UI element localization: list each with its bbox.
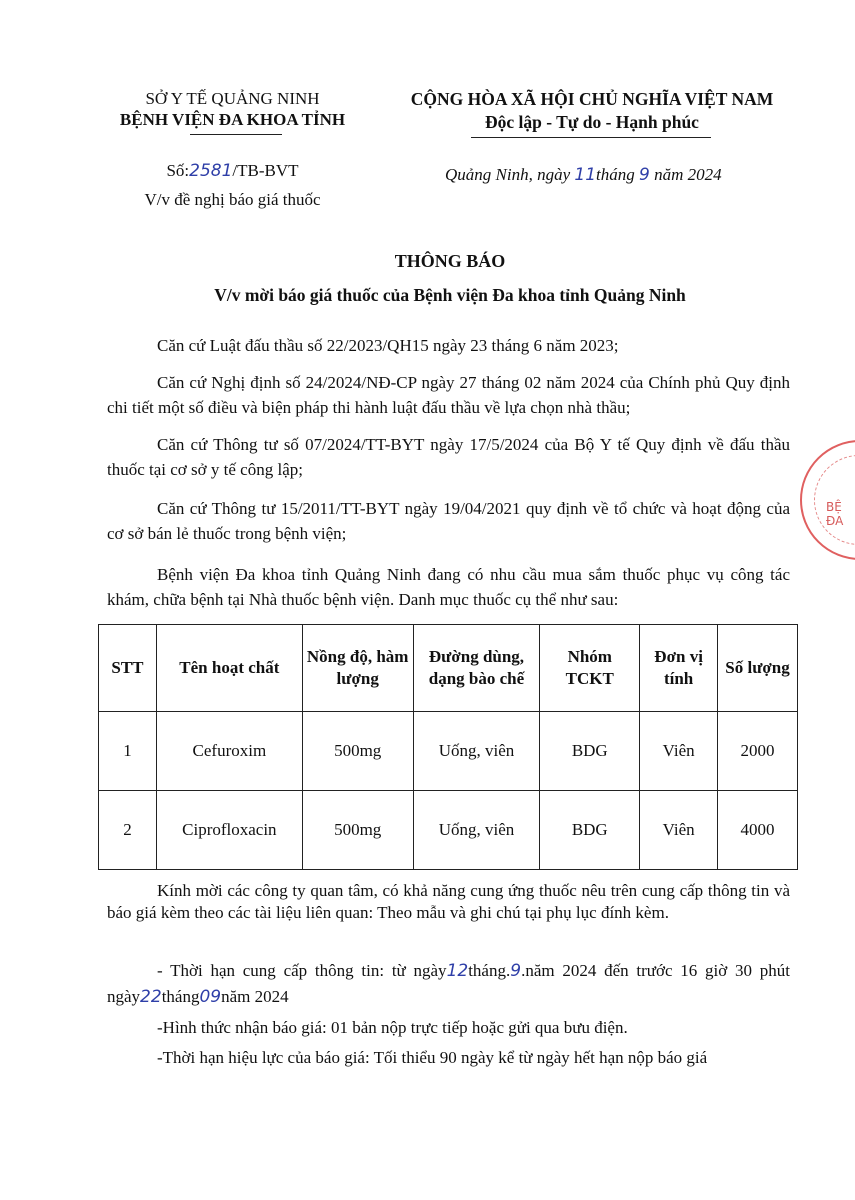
submission-form-paragraph: -Hình thức nhận báo giá: 01 bản nộp trực tiếp hoặc gửi qua bưu điện. — [157, 1018, 628, 1037]
motto-underline — [471, 137, 711, 138]
date-prefix: Quảng Ninh, ngày — [445, 165, 571, 184]
cell-quantity: 2000 — [718, 712, 798, 791]
number-prefix: Số: — [166, 161, 190, 180]
cell-unit: Viên — [640, 712, 718, 791]
table-header-row — [99, 625, 798, 712]
header-active-ingredient: Tên hoạt chất — [156, 625, 302, 712]
document-subject: V/v đề nghị báo giá thuốc — [144, 190, 321, 209]
cell-concentration: 500mg — [302, 791, 413, 870]
basis-paragraph-3: Căn cứ Thông tư số 07/2024/TT-BYT ngày 17/5/2024 của Bộ Y tế Quy định về đấu thầu thuốc tại cơ sở y tế công lập; — [107, 435, 790, 479]
header-stt: STT — [99, 625, 157, 712]
notice-subtitle: V/v mời báo giá thuốc của Bệnh viện Đa khoa tỉnh Quảng Ninh — [214, 285, 686, 305]
date-year: năm 2024 — [654, 165, 722, 184]
drug-list-table — [98, 624, 798, 870]
cell-group: BDG — [540, 791, 640, 870]
cell-ingredient: Cefuroxim — [156, 712, 302, 791]
deadline-paragraph: - Thời hạn cung cấp thông tin: từ ngày12tháng.9.năm 2024 đến trước 16 giờ 30 phút ngày22tháng09năm 2024 — [107, 961, 790, 1007]
table-row — [99, 712, 798, 791]
dept-name: SỞ Y TẾ QUẢNG NINH — [145, 89, 320, 108]
cell-quantity: 4000 — [718, 791, 798, 870]
header-left-underline — [190, 134, 282, 135]
invitation-paragraph: Kính mời các công ty quan tâm, có khả năng cung ứng thuốc nêu trên cung cấp thông tin và báo giá kèm theo các tài liệu liên quan: Theo mẫu và ghi chú tại phụ lục đính kèm. — [107, 881, 790, 922]
cell-concentration: 500mg — [302, 712, 413, 791]
table-row — [99, 791, 798, 870]
number-suffix: /TB-BVT — [232, 161, 299, 180]
basis-paragraph-2: Căn cứ Nghị định số 24/2024/NĐ-CP ngày 27 tháng 02 năm 2024 của Chính phủ Quy định chi tiết một số điều và biện pháp thi hành luật đấu thầu về lựa chọn nhà thầu; — [107, 373, 790, 417]
document-date — [445, 165, 722, 185]
notice-title: THÔNG BÁO — [394, 251, 506, 271]
hospital-name: BỆNH VIỆN ĐA KHOA TỈNH — [119, 110, 346, 129]
cell-ingredient: Ciprofloxacin — [156, 791, 302, 870]
validity-paragraph: -Thời hạn hiệu lực của báo giá: Tối thiểu 90 ngày kể từ ngày hết hạn nộp báo giá — [157, 1048, 708, 1067]
date-month-label: tháng — [596, 165, 635, 184]
cell-group: BDG — [540, 712, 640, 791]
date-day: 11 — [574, 165, 597, 185]
header-concentration: Nồng độ, hàm lượng — [302, 625, 413, 712]
cell-stt: 2 — [99, 791, 157, 870]
deadline-month-2: 09 — [199, 987, 222, 1007]
basis-paragraph-4: Căn cứ Thông tư 15/2011/TT-BYT ngày 19/04/2021 quy định về tổ chức và hoạt động của cơ sở bán lẻ thuốc trong bệnh viện; — [107, 499, 790, 543]
deadline-day-2: 22 — [140, 987, 162, 1007]
cell-stt: 1 — [99, 712, 157, 791]
cell-route-form: Uống, viên — [413, 712, 540, 791]
document-number — [95, 161, 370, 181]
header-unit: Đơn vị tính — [640, 625, 718, 712]
date-month: 9 — [639, 165, 650, 185]
header-tckt-group: Nhóm TCKT — [540, 625, 640, 712]
national-motto: Độc lập - Tự do - Hạnh phúc — [485, 112, 699, 132]
deadline-day-1: 12 — [446, 961, 469, 981]
deadline-month-1: 9 — [510, 961, 522, 981]
country-name: CỘNG HÒA XÃ HỘI CHỦ NGHĨA VIỆT NAM — [410, 89, 774, 109]
cell-unit: Viên — [640, 791, 718, 870]
basis-paragraph-1: Căn cứ Luật đấu thầu số 22/2023/QH15 ngày 23 tháng 6 năm 2023; — [157, 336, 619, 355]
header-quantity: Số lượng — [718, 625, 798, 712]
header-route-form: Đường dùng, dạng bào chế — [413, 625, 540, 712]
intro-paragraph: Bệnh viện Đa khoa tỉnh Quảng Ninh đang có nhu cầu mua sắm thuốc phục vụ công tác khám, chữa bệnh tại Nhà thuốc bệnh viện. Danh mục thuốc cụ thể như sau: — [107, 565, 790, 609]
number-handwritten: 2581 — [189, 161, 233, 181]
seal-text: BỆ ĐA — [826, 500, 844, 528]
cell-route-form: Uống, viên — [413, 791, 540, 870]
